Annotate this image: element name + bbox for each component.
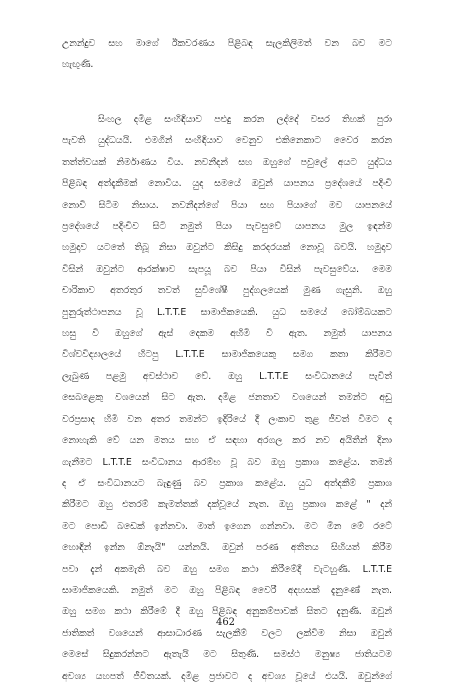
text-line: පවා දැන් අකමැති බව ඔහු සමග කථා කිරීමේදී වැටහුණි. L.T.T.E	[62, 563, 392, 575]
text-line: සෙබළෙකු වශයෙන් සිට ඇත. දමිළ ජනතාව වශයෙන් තමන්ට අඩු	[62, 392, 392, 404]
text-line: මෙසේ සිදුකරන්නට ඇතැයි මට සිතුණි. සමස්ථ මනුෂ්‍ය ජාතියටම	[62, 649, 392, 661]
text-line: ද ඒ සංවිධානයට බැඳුණු බව ප්‍රකාශ කළේය. යුධ අත්දකීම් ප්‍රකාශ	[62, 477, 392, 489]
text-line: චාරිකාව අතරතුර තවත් සුවිශේෂී පුද්ගලයෙක් මුණ ගැසුනි. ඔහු	[62, 285, 392, 297]
text-line: ප්‍රදේශයේ පදිංචිව සිටි නමුත් පියා පැවසුවේ යාපනය මුල ඉඳන්ම	[62, 221, 392, 233]
text-line: අවශ්‍ය යහපත් ජීවිතයක්. දමිළ ප්‍රජාවට ද අවශ්‍ය වූයේ එයයි. ඔවුන්ගේ	[62, 670, 392, 682]
text-line: ලැබුණ පළමු අවස්ථාව වේ. ඔහු L.T.T.E සංවිධානයේ පැවිත්	[62, 370, 392, 382]
text-line: වරප්‍රසාද හිමි වන අතර තමන්ට ඉදිරියේ දී ලංකාව තුළ ජීවත් වීමට ද	[62, 413, 392, 425]
text-line: මට පොඩි බඩෙක් ඉන්නවා. මාත් ඉගෙන ගන්නවා. මට මින මේ රටේ	[62, 520, 392, 532]
text-line: හමුදාව යටතේ තිබූ නිසා ඔවුන්ට කිසිදු කරදරයක් නොවූ බවයි. හමුදාව	[62, 242, 392, 254]
text-line: සිංහල දමිළ සංහිඳියාව පළුදු කරන ලද්දේ වසර තිහක් පුරා	[98, 114, 392, 125]
paragraph-2	[62, 109, 392, 687]
text-line: හසු වී ඔහුගේ ඇස් දෙකම අහිමි වී ඇත. නමුත් යාපනය	[62, 328, 392, 340]
text-line: උනන්දුව සහ මාගේ ඊකවරණය පිළිබඳ සැලකිලිමත් වන බව මට	[62, 38, 392, 49]
text-line: පිළිබඳ අත්දැකීමක් නොවිය. යුද සමයේ ඔවුන් යාපනය ප්‍රදේශයේ පදිංචි	[62, 178, 392, 190]
text-line: නොහැකි වේ යන මතය සහ ඒ සඳහා අරගල කර නව අයිතීන් දිනා	[62, 435, 392, 447]
text-line: තත්ත්වයක් නිර්මාණය විය. නවනීදන් සහ ඔහුගේ පවුලේ අයට යුද්ධය	[62, 156, 392, 168]
text-line: සාමාජිකයෙකි. නමුත් මට ඔහු පිළිබඳ වෛරී අදහසක් දැනුණේ නැත.	[62, 584, 392, 596]
page-number: 462	[215, 617, 236, 628]
text-line: නොවී සිටීම නිසාය. නවනීදන්ගේ පියා සහ පියාගේ මව යාපනයේ	[62, 199, 392, 211]
text-line: ගැනීමට L.T.T.E සංවිධානය ආරම්භ වූ බව ඔහු ප්‍රකාශ කළේය. තමන්	[62, 456, 392, 468]
text-line: කිරීමට ඔහු එතරම් කැමත්තක් දක්වූයේ නැත. ඔහු ප්‍රකාශ කළේ " දන්	[62, 499, 392, 511]
text-line: ජාතිකත් වශයෙන් ආසාධාරණ සැලකීම් වලට ලක්වීම නිසා ඔවුන්	[62, 627, 392, 639]
text-line: විසින් ඔවුන්ට ආරක්ෂාව සැපයූ බව පියා විසින් පැවසුවේය. මෙම	[62, 263, 392, 275]
text-line: පැවති යුද්ධයයි. එමගින් සංහිඳියාව වෙනුව එකිනෙකාට වෛර කරන	[62, 135, 392, 147]
text-line: හැඟුණි.	[62, 59, 94, 71]
text-line: විශ්වවිද්‍යාලයේ හිටපු L.T.T.E සාමාජිකයෙකු සමග කතා කිරීමට	[62, 349, 392, 361]
text-line: හොඳින් ඉන්න ඕනෑයි" යන්නයි. ඔවුන් පරණ අතීතය සිහියත් කිරීම	[62, 542, 392, 554]
text-line: පුනුරුත්ථාපනය වූ L.T.T.E සාමාජිකයෙකි. යුධ සමයේ බෝම්බයකට	[62, 306, 392, 318]
text-line: ඔහු සමග කථා කිරීමේ දී ඔහු පිළිබඳ අනුකම්පාවක් සිතට දැනුණි. ඔවුන්	[62, 606, 392, 618]
paragraph-1	[62, 33, 392, 76]
